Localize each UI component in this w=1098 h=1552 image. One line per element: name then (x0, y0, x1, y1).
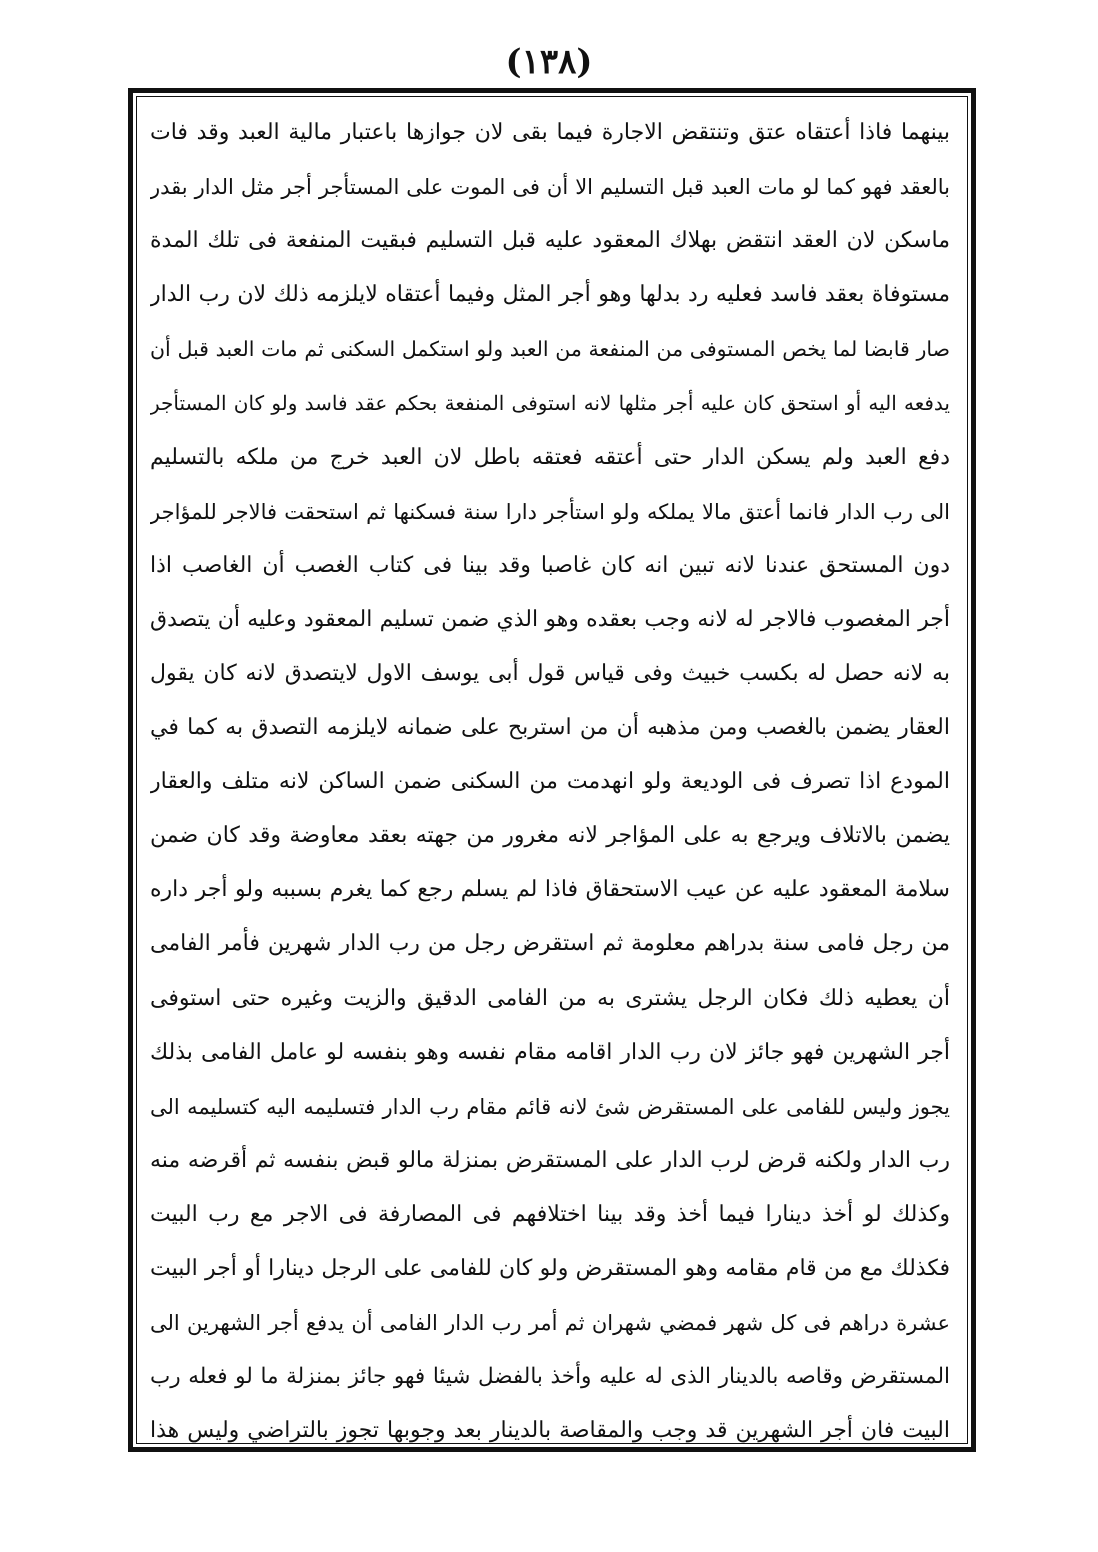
text-line: سلامة المعقود عليه عن عيب الاستحقاق فاذا لم يسلم رجع كما يغرم بسببه ولو أجر داره (150, 877, 950, 903)
text-line: يجوز وليس للفامى على المستقرض شئ لانه قائم مقام رب الدار فتسليمه اليه كتسليمه الى (150, 1094, 950, 1119)
text-line: صار قابضا لما يخص المستوفى من المنفعة من العبد ولو استكمل السكنى ثم مات العبد قبل أن (150, 337, 950, 362)
text-line: يضمن بالاتلاف ويرجع به على المؤاجر لانه مغرور من جهته بعقد معاوضة وقد كان ضمن (150, 823, 950, 849)
text-line: به لانه حصل له بكسب خبيث وفى قياس قول أبى يوسف الاول لايتصدق لانه كان يقول (150, 660, 950, 686)
text-line: العقار يضمن بالغصب ومن مذهبه أن من استربح على ضمانه لايلزمه التصدق به كما في (150, 715, 950, 741)
text-line: بالعقد فهو كما لو مات العبد قبل التسليم الا أن فى الموت على المستأجر أجر مثل الدار بقدر (150, 175, 950, 200)
text-line: عشرة دراهم فى كل شهر فمضي شهران ثم أمر رب الدار الفامى أن يدفع أجر الشهرين الى (150, 1311, 950, 1336)
text-line: الى رب الدار فانما أعتق مالا يملكه ولو استأجر دارا سنة فسكنها ثم استحقت فالاجر للمؤاجر (150, 499, 950, 524)
page-number: (١٣٨) (505, 42, 593, 82)
text-line: ماسكن لان العقد انتقض بهلاك المعقود عليه قبل التسليم فبقيت المنفعة فى تلك المدة (150, 228, 950, 254)
text-line: رب الدار ولكنه قرض لرب الدار على المستقرض بمنزلة مالو قبض بنفسه ثم أقرضه منه (150, 1147, 950, 1173)
text-line: دفع العبد ولم يسكن الدار حتى أعتقه فعتقه باطل لان العبد خرج من ملكه بالتسليم (150, 444, 950, 470)
text-line: أن يعطيه ذلك فكان الرجل يشترى به من الفامى الدقيق والزيت وغيره حتى استوفى (150, 985, 950, 1011)
body-text (150, 106, 950, 1458)
text-line: المستقرض وقاصه بالدينار الذى له عليه وأخذ بالفضل شيئا فهو جائز بمنزلة ما لو فعله رب (150, 1364, 950, 1390)
text-line: بينهما فاذا أعتقاه عتق وتنتقض الاجارة فيما بقى لان جوازها باعتبار مالية العبد وقد فات (150, 120, 950, 145)
text-line: أجر الشهرين فهو جائز لان رب الدار اقامه مقام نفسه وهو بنفسه لو عامل الفامى بذلك (150, 1039, 950, 1065)
text-line: فكذلك مع من قام مقامه وهو المستقرض ولو كان للفامى على الرجل دينارا أو أجر البيت (150, 1255, 950, 1281)
text-line: يدفعه اليه أو استحق كان عليه أجر مثلها لانه استوفى المنفعة بحكم عقد فاسد ولو كان المستأجر (150, 391, 950, 416)
text-line: أجر المغصوب فالاجر له لانه وجب بعقده وهو الذي ضمن تسليم المعقود وعليه أن يتصدق (150, 606, 950, 632)
text-line: من رجل فامى سنة بدراهم معلومة ثم استقرض رجل من رب الدار شهرين فأمر الفامى (150, 931, 950, 957)
text-line: المودع اذا تصرف فى الوديعة ولو انهدمت من السكنى ضمن الساكن لانه متلف والعقار (150, 769, 950, 795)
text-line: مستوفاة بعقد فاسد فعليه رد بدلها وهو أجر المثل وفيما أعتقاه لايلزمه ذلك لان رب الدار (150, 282, 950, 308)
text-line: البيت فان أجر الشهرين قد وجب والمقاصة بالدينار بعد وجوبها تجوز بالتراضي وليس هذا (150, 1418, 950, 1444)
text-line: وكذلك لو أخذ دينارا فيما أخذ وقد بينا اختلافهم فى المصارفة فى الاجر مع رب البيت (150, 1201, 950, 1227)
text-line: دون المستحق عندنا لانه تبين انه كان غاصبا وقد بينا فى كتاب الغصب أن الغاصب اذا (150, 552, 950, 578)
